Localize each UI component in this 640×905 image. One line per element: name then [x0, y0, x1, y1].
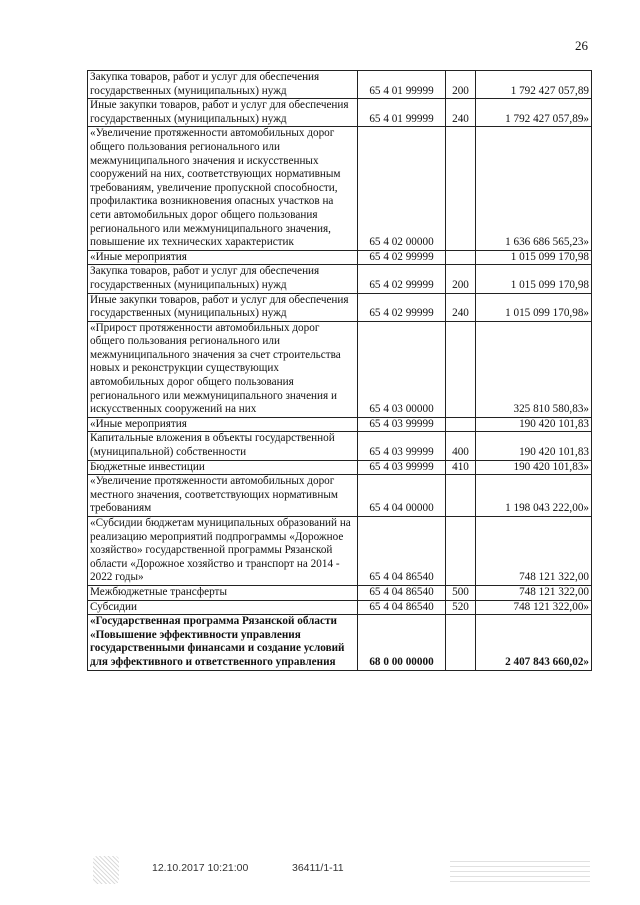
- row-code: 65 4 01 99999: [358, 99, 446, 127]
- row-type: [446, 517, 476, 586]
- row-name: «Прирост протяженности автомобильных дорог общего пользования регионального или межмуниципального значения за счет строительства новых и реконструкции существующих автомобильных дорог общего пользования регионального или межмуниципального значения и искусственных сооружений на них: [88, 321, 358, 417]
- table-row: [88, 321, 592, 417]
- table-row: [88, 99, 592, 127]
- row-code: 65 4 04 00000: [358, 475, 446, 517]
- row-code: 65 4 03 99999: [358, 460, 446, 475]
- row-sum: 325 810 580,83»: [476, 321, 592, 417]
- page-number: 26: [575, 38, 588, 53]
- row-sum: 1 015 099 170,98»: [476, 293, 592, 321]
- table-row: [88, 600, 592, 615]
- row-sum: 2 407 843 660,02»: [476, 615, 592, 670]
- row-name: Иные закупки товаров, работ и услуг для обеспечения государственных (муниципальных) нужд: [88, 293, 358, 321]
- row-type: [446, 417, 476, 432]
- table-row: [88, 127, 592, 250]
- row-name: «Субсидии бюджетам муниципальных образований на реализацию мероприятий подпрограммы «Дорожное хозяйство» государственной программы Рязанской области «Дорожное хозяйство и транспорт на 2014 - 2022 годы»: [88, 517, 358, 586]
- table-row: [88, 615, 592, 670]
- row-code: 65 4 03 99999: [358, 432, 446, 460]
- faded-stamp-image: [450, 860, 590, 882]
- table-row: [88, 71, 592, 99]
- row-type: 240: [446, 293, 476, 321]
- row-code: 65 4 02 99999: [358, 250, 446, 265]
- row-code: 65 4 04 86540: [358, 517, 446, 586]
- row-name: Закупка товаров, работ и услуг для обеспечения государственных (муниципальных) нужд: [88, 265, 358, 293]
- row-type: 400: [446, 432, 476, 460]
- row-sum: 1 792 427 057,89: [476, 71, 592, 99]
- row-type: [446, 127, 476, 250]
- row-sum: 1 636 686 565,23»: [476, 127, 592, 250]
- row-name: Закупка товаров, работ и услуг для обеспечения государственных (муниципальных) нужд: [88, 71, 358, 99]
- row-code: 65 4 02 99999: [358, 293, 446, 321]
- row-code: 68 0 00 00000: [358, 615, 446, 670]
- row-type: 240: [446, 99, 476, 127]
- row-name: Капитальные вложения в объекты государственной (муниципальной) собственности: [88, 432, 358, 460]
- row-name: «Увеличение протяженности автомобильных дорог местного значения, соответствующих нормативным требованиям: [88, 475, 358, 517]
- table-row: [88, 585, 592, 600]
- row-code: 65 4 02 00000: [358, 127, 446, 250]
- row-code: 65 4 04 86540: [358, 585, 446, 600]
- row-sum: 190 420 101,83»: [476, 460, 592, 475]
- row-code: 65 4 04 86540: [358, 600, 446, 615]
- table-row: [88, 293, 592, 321]
- table-row: [88, 417, 592, 432]
- row-sum: 1 198 043 222,00»: [476, 475, 592, 517]
- stamp-image: [93, 856, 119, 884]
- budget-table: [87, 70, 592, 671]
- table-row: [88, 265, 592, 293]
- row-sum: 190 420 101,83: [476, 432, 592, 460]
- footer-date: 12.10.2017 10:21:00: [152, 862, 249, 874]
- table-row: [88, 432, 592, 460]
- footer-doc-number: 36411/1-11: [292, 862, 344, 874]
- row-code: 65 4 02 99999: [358, 265, 446, 293]
- table-row: [88, 475, 592, 517]
- row-name: «Иные мероприятия: [88, 417, 358, 432]
- row-name: Иные закупки товаров, работ и услуг для обеспечения государственных (муниципальных) нужд: [88, 99, 358, 127]
- row-type: 200: [446, 265, 476, 293]
- row-type: [446, 615, 476, 670]
- row-type: 500: [446, 585, 476, 600]
- row-name: Бюджетные инвестиции: [88, 460, 358, 475]
- row-name: «Увеличение протяженности автомобильных дорог общего пользования регионального или межмуниципального значения и искусственных сооружений на них, соответствующих нормативным требованиям, увеличение пропускной способности, профилактика возникновения опасных участков на сети автомобильных дорог общего пользования регионального или межмуниципального значения, повышение их технических характеристик: [88, 127, 358, 250]
- row-name: Субсидии: [88, 600, 358, 615]
- row-code: 65 4 01 99999: [358, 71, 446, 99]
- row-sum: 748 121 322,00: [476, 585, 592, 600]
- row-type: 410: [446, 460, 476, 475]
- row-sum: 1 015 099 170,98: [476, 250, 592, 265]
- row-sum: 748 121 322,00»: [476, 600, 592, 615]
- row-type: 520: [446, 600, 476, 615]
- budget-table-body: [88, 71, 592, 671]
- table-row: [88, 250, 592, 265]
- table-row: [88, 517, 592, 586]
- table-row: [88, 460, 592, 475]
- row-code: 65 4 03 00000: [358, 321, 446, 417]
- row-type: [446, 250, 476, 265]
- row-type: 200: [446, 71, 476, 99]
- row-name: Межбюджетные трансферты: [88, 585, 358, 600]
- row-sum: 1 015 099 170,98: [476, 265, 592, 293]
- row-type: [446, 321, 476, 417]
- row-sum: 1 792 427 057,89»: [476, 99, 592, 127]
- row-name: «Государственная программа Рязанской области «Повышение эффективности управления государственными финансами и создание условий для эффективного и ответственного управления: [88, 615, 358, 670]
- row-sum: 190 420 101,83: [476, 417, 592, 432]
- row-name: «Иные мероприятия: [88, 250, 358, 265]
- row-type: [446, 475, 476, 517]
- row-code: 65 4 03 99999: [358, 417, 446, 432]
- row-sum: 748 121 322,00: [476, 517, 592, 586]
